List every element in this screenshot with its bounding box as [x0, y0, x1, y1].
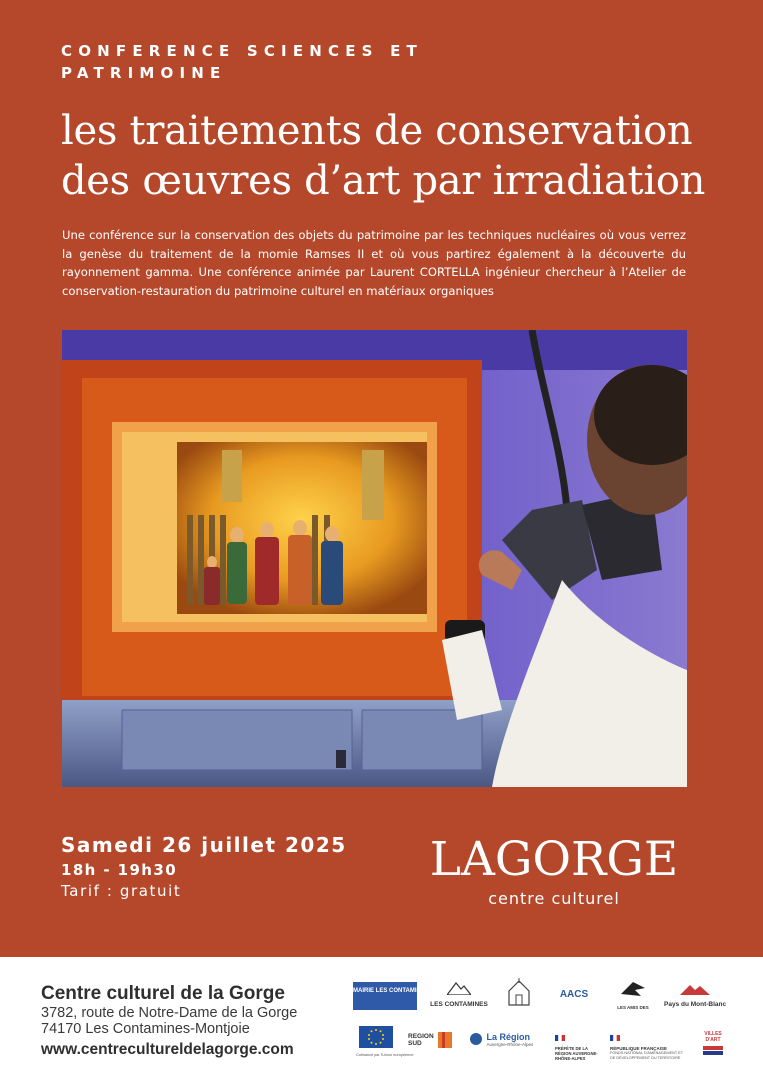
title-line-1: les traitements de conservation — [61, 108, 693, 154]
region-sud-icon — [438, 1032, 452, 1048]
eu-flag-icon — [359, 1026, 393, 1048]
venue-brand-logo — [420, 832, 688, 908]
brand-subtitle: centre culturel — [488, 889, 620, 908]
marianne-icon — [555, 1035, 565, 1041]
prefecture-logo: PRÉFÈTE DE LA RÉGION AUVERGNE-RHÔNE-ALPES — [555, 1028, 601, 1061]
event-date: Samedi 26 juillet 2025 — [61, 833, 347, 857]
venue-name: Centre culturel de la Gorge — [41, 983, 285, 1004]
marianne-icon — [610, 1035, 620, 1041]
footer — [0, 957, 763, 1080]
title-line-2: des œuvres d’art par irradiation — [61, 158, 706, 204]
villes-art-logo: VILLES D'ART — [700, 1031, 726, 1061]
fnadt-logo: RÉPUBLIQUE FRANÇAISE FONDS NATIONAL D'AMÉNAGEMENT ET DE DÉVELOPPEMENT DU TERRITOIRE — [610, 1028, 688, 1060]
event-hours: 18h - 19h30 — [61, 861, 178, 879]
mountain-icon — [447, 981, 471, 995]
event-category: CONFERENCE SCIENCES ET PATRIMOINE — [61, 42, 423, 82]
mairie-logo: MAIRIE LES CONTAMINES MONTJOIE — [353, 982, 417, 1010]
bird-icon — [619, 980, 647, 998]
event-title — [61, 106, 741, 206]
irradiation-chamber-photo — [62, 330, 687, 787]
villes-art-icon — [703, 1046, 723, 1056]
chapel-icon — [504, 977, 534, 1007]
event-price: Tarif : gratuit — [61, 882, 182, 900]
region-aura-icon — [470, 1033, 482, 1045]
region-aura-logo: La Région Auvergne-Rhône-Alpes — [470, 1033, 542, 1051]
venue-address-city: 74170 Les Contamines-Montjoie — [41, 1021, 250, 1037]
venue-address-street: 3782, route de Notre-Dame de la Gorge — [41, 1005, 298, 1021]
aacs-logo: AACS — [559, 989, 589, 1000]
mont-blanc-icon — [680, 983, 710, 995]
venue-website-link[interactable]: www.centrecultureldelagorge.com — [41, 1041, 294, 1058]
mountain-logo: LES CONTAMINES — [430, 981, 488, 1009]
brand-name: LAGORGE — [429, 832, 679, 887]
region-sud-logo: REGION SUD — [408, 1031, 456, 1049]
event-description: Une conférence sur la conservation des objets du patrimoine par les techniques nucléaires où vous verrez la genèse du traitement de la momie Ramses II et où vous partirez également à la découverte du rayonnement gamma. Une conférence animée par Laurent CORTELLA ingénieur chercheur à l’Atelier de conservation-restauration du patrimoine culturel en matériaux organiques — [62, 228, 686, 298]
chapel-logo — [503, 977, 535, 1007]
event-photo — [62, 330, 687, 787]
amis-logo: LES AMIS DES — [615, 980, 651, 1012]
mont-blanc-logo: Pays du Mont-Blanc — [664, 982, 726, 1009]
eu-flag-logo: Cofinancé par l'Union européenne — [356, 1026, 396, 1058]
